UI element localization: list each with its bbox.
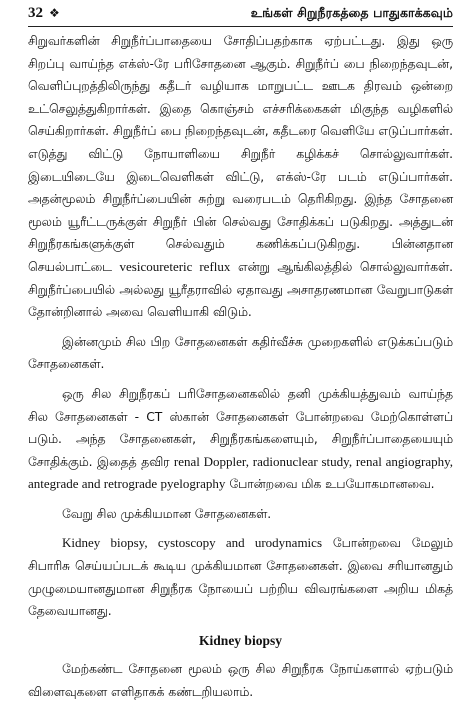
paragraph-1-text: சிறுவர்களின் சிறுநீர்ப்பாதையை சோதிப்பதற்காக ஏற்பட்டது. இது ஒரு சிறப்பு வாய்ந்த எக்ஸ்-ரே பரிசோதனை ஆகும். சிறுநீர்ப் பை நிறைந்தவுடன், வெளிப்புறத்திலிருந்து கதீடர் வழியாக மாறுபட்ட ஊடக திரவம் ஒன்றை உட்செலுத்துகிறார்கள். இதை கொஞ்சம் எச்சரிக்கைகள் மிகுந்த வழிகளில் செய்கிறார்கள். சிறுநீர்ப் பை நிறைந்தவுடன், கதீடரை வெளியே எடுப்பார்கள். எடுத்து விட்டு நோயாளியை சிறுநீர் கழிக்கச் சொல்லுவார்கள். இடையிடையே இடைவெளிகள் விட்டு, எக்ஸ்-ரே படம் எடுப்பார்கள். அதன்மூலம் சிறுநீர்ப்பையின் சுற்று வரைபடம் தெரிகிறது. இந்த சோதனை மூலம் யூரீட்டருக்குள் சிறுநீர் பின் செல்வது சோதிக்கப் படுகிறது. அத்துடன் சிறுநீரகங்களுக்குள் செல்வதும் கணிக்கப்படுகிறது. பின்னதான செயல்பாட்டை bbox=[28, 34, 453, 274]
paragraph-2: இன்னமும் சில பிற சோதனைகள் கதிர்வீச்சு முறைகளில் எடுக்கப்படும் சோதனைகள். bbox=[28, 334, 453, 372]
paragraph-5 bbox=[28, 532, 453, 622]
page-number: 32 bbox=[28, 4, 43, 21]
paragraph-3 bbox=[28, 383, 453, 496]
paragraph-3-english-terms: renal Doppler, radionuclear study, renal angiography, antegrade and retrograde pyelography bbox=[28, 453, 454, 492]
paragraph-1 bbox=[28, 30, 453, 324]
page-body bbox=[28, 30, 453, 704]
running-title: உங்கள் சிறுநீரகத்தை பாதுகாக்கவும் bbox=[250, 4, 453, 20]
ornament-icon: ❖ bbox=[49, 6, 60, 20]
paragraph-1-english-term: vesicoureteric reflux bbox=[119, 258, 231, 274]
paragraph-3-tail: போன்றவை மிக உபயோகமானவை. bbox=[225, 477, 435, 492]
paragraph-6: மேற்கண்ட சோதனை மூலம் ஒரு சில சிறுநீரக நோய்களால் ஏற்படும் விளைவுகளை எளிதாகக் கண்டறியலாம். bbox=[28, 662, 453, 700]
paragraph-1-tail: என்று ஆங்கிலத்தில் சொல்லுவார்கள். சிறுநீர்ப்பையில் அல்லது யூரீதராவில் ஏதாவது அசாதரணமான வேறுபாடுகள் தோன்றினால் அவை வெளியாகி விடும். bbox=[28, 259, 454, 320]
section-heading: Kidney biopsy bbox=[199, 632, 282, 648]
paragraph-3-text: ஒரு சில சிறுநீரகப் பரிசோதனைகலில் தனி முக்கியத்துவம் வாய்ந்த சில சோதனைகள் - CT ஸ்கான் சோதனைகள் போன்றவை மேற்கொள்ளப் படும். அந்த சோதனைகள், சிறுநீரகங்களையும், சிறுநீர்ப்பாதையையும் சோதிக்கும். இதைத் தவிர bbox=[28, 386, 453, 469]
page-header bbox=[28, 4, 453, 27]
paragraph-5-text: போன்றவை மேலும் சிபாரிசு செய்யப்படக் கூடிய முக்கியமான சோதனைகள். இவை சரியானதும் முழுமையானதுமான சிறுநீரக நோயைப் பற்றிய விவரங்களை அறிய மிகத் தேவையானது. bbox=[28, 536, 453, 619]
paragraph-5-english-terms: Kidney biopsy, cystoscopy and urodynamics bbox=[62, 535, 322, 551]
paragraph-4: வேறு சில முக்கியமான சோதனைகள். bbox=[62, 506, 272, 521]
